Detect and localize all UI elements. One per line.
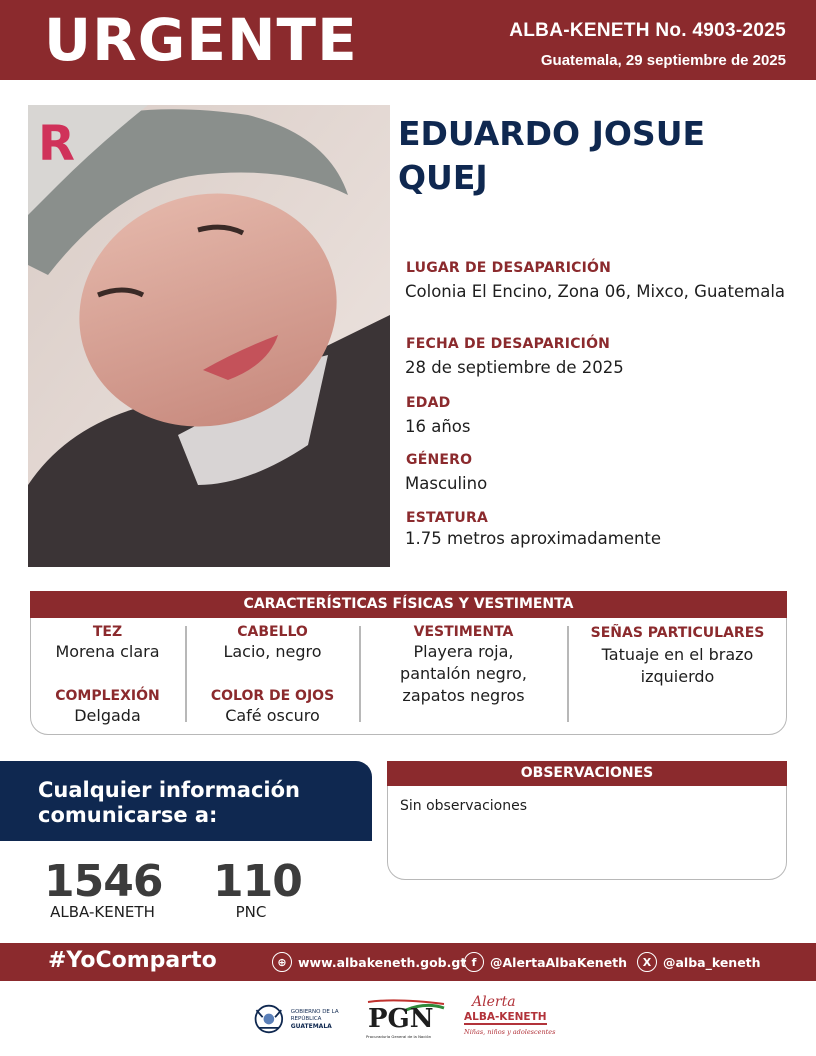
facebook-text: @AlertaAlbaKeneth	[490, 954, 628, 970]
person-name-line1: EDUARDO JOSUE	[398, 114, 706, 153]
coat-of-arms-icon	[252, 999, 286, 1039]
marks-line: izquierdo	[640, 667, 715, 686]
hotline-number[interactable]: 1546	[44, 856, 163, 907]
header-divider	[0, 80, 816, 84]
tez-value: Morena clara	[55, 642, 160, 661]
clothing-line: Playera roja,	[413, 642, 514, 661]
date-value: 28 de septiembre de 2025	[405, 358, 624, 377]
x-icon: X	[637, 952, 657, 972]
x-link[interactable]	[637, 952, 761, 972]
alerta-alba-keneth-logo	[464, 994, 556, 1044]
pgn-subtitle: Procuraduría General de la Nación	[366, 1034, 432, 1039]
contact-line: comunicarse a:	[38, 803, 218, 827]
distinguishing-marks-label: SEÑAS PARTICULARES	[590, 625, 765, 641]
person-name-line2: QUEJ	[398, 158, 488, 197]
facebook-link[interactable]	[464, 952, 627, 972]
alert-title: URGENTE	[44, 6, 358, 74]
clothing-line: pantalón negro,	[400, 664, 527, 683]
observations-text: Sin observaciones	[400, 798, 528, 814]
height-label: ESTATURA	[406, 510, 488, 526]
place-label: LUGAR DE DESAPARICIÓN	[406, 260, 612, 276]
complexion-value: Delgada	[74, 706, 141, 725]
place-value: Colonia El Encino, Zona 06, Mixco, Guatemala	[405, 282, 786, 301]
contact-text	[38, 778, 358, 828]
svg-text:R: R	[38, 116, 75, 172]
observations-title: OBSERVACIONES	[387, 761, 787, 786]
hotline-label: ALBA-KENETH	[50, 903, 155, 921]
complexion-label: COMPLEXIÓN	[55, 688, 160, 704]
clothing-label: VESTIMENTA	[413, 624, 514, 640]
clothing-value	[360, 641, 567, 707]
globe-icon: ⊕	[272, 952, 292, 972]
distinguishing-marks-value	[568, 644, 787, 688]
website-link[interactable]	[272, 952, 466, 972]
police-label: PNC	[235, 903, 267, 921]
cabello-value: Lacio, negro	[223, 642, 322, 661]
age-value: 16 años	[405, 417, 471, 436]
contact-line: Cualquier información	[38, 778, 300, 802]
clothing-line: zapatos negros	[402, 686, 525, 705]
tez-label: TEZ	[92, 624, 123, 640]
eye-color-label: COLOR DE OJOS	[210, 688, 335, 704]
government-logo	[252, 996, 362, 1042]
alerta-sub-text: Niñas, niños y adolescentes	[464, 1028, 556, 1036]
facebook-icon: f	[464, 952, 484, 972]
eye-color-value: Café oscuro	[225, 706, 320, 725]
gov-line2: GUATEMALA	[290, 1022, 332, 1030]
pgn-logo	[366, 996, 446, 1042]
gov-line1: GOBIERNO DE LA REPÚBLICA	[290, 1008, 339, 1022]
date-label: FECHA DE DESAPARICIÓN	[406, 336, 611, 352]
characteristics-title: CARACTERÍSTICAS FÍSICAS Y VESTIMENTA	[30, 591, 787, 618]
gender-label: GÉNERO	[406, 452, 473, 468]
person-photo	[28, 105, 390, 567]
height-value: 1.75 metros aproximadamente	[405, 529, 662, 548]
issue-date: Guatemala, 29 septiembre de 2025	[540, 52, 786, 69]
alerta-main-text: ALBA-KENETH	[464, 1011, 547, 1023]
marks-line: Tatuaje en el brazo	[601, 645, 754, 664]
cabello-label: CABELLO	[237, 624, 308, 640]
age-label: EDAD	[406, 395, 451, 411]
pgn-text: PGN	[368, 1004, 434, 1034]
person-name	[398, 112, 798, 200]
case-number: ALBA-KENETH No. 4903-2025	[509, 20, 786, 41]
hashtag: #YoComparto	[48, 948, 217, 973]
x-text: @alba_keneth	[663, 954, 761, 970]
alerta-top-text: Alerta	[472, 994, 516, 1010]
police-number[interactable]: 110	[213, 856, 302, 907]
gender-value: Masculino	[405, 474, 488, 493]
website-text: www.albakeneth.gob.gt	[298, 954, 467, 970]
